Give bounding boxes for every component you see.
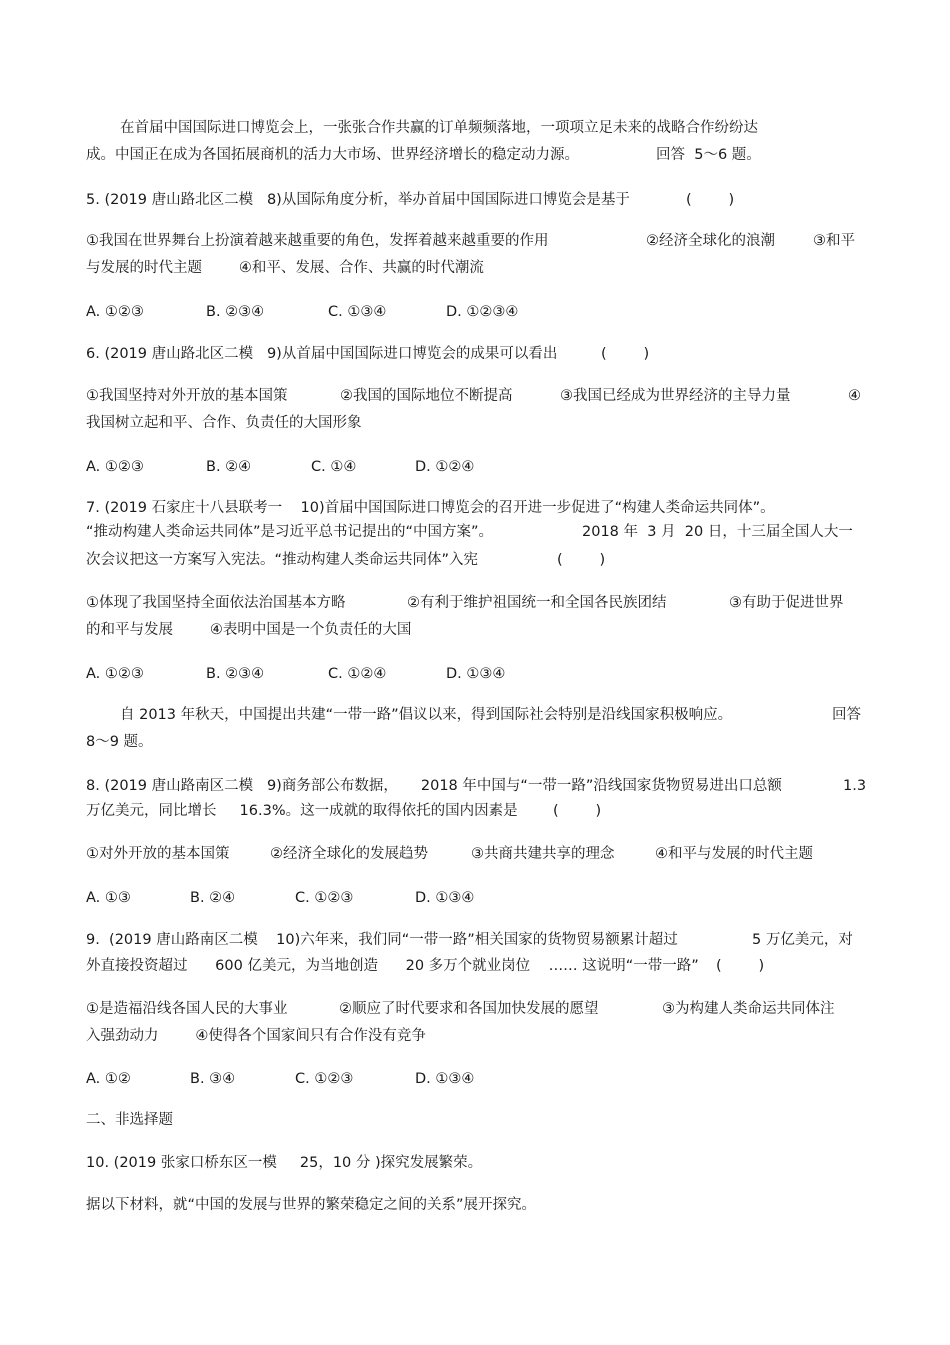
intro-paragraph-line: 在首届中国国际进口博览会上，一张张合作共赢的订单频频落地，一项项立足未来的战略合作纷纷达 — [120, 120, 758, 136]
choice-d[interactable]: D. ①③④ — [415, 890, 475, 906]
choice-a[interactable]: A. ①②③ — [86, 304, 144, 320]
option-statement: ③和平 — [813, 233, 855, 249]
option-statement: ④ — [848, 388, 861, 404]
choice-c[interactable]: C. ①④ — [311, 459, 357, 475]
answer-parentheses: ( ) — [716, 958, 765, 974]
option-statement: ②有利于维护祖国统一和全国各民族团结 — [407, 595, 667, 611]
option-statement: ④和平与发展的时代主题 — [655, 846, 813, 862]
question-7-stem-line: “推动构建人类命运共同体”是习近平总书记提出的“中国方案”。 — [86, 524, 494, 540]
answer-parentheses: ( ) — [557, 552, 606, 568]
question-9-stem-line: 外直接投资超过 600 亿美元，为当地创造 20 多万个就业岗位 …… 这说明“一带一路” — [86, 958, 699, 974]
choice-a[interactable]: A. ①②③ — [86, 459, 144, 475]
answer-parentheses: ( ) — [553, 803, 602, 819]
option-statement: 的和平与发展 ④表明中国是一个负责任的大国 — [86, 622, 412, 638]
option-statement: ③我国已经成为世界经济的主导力量 — [560, 388, 791, 404]
choice-a[interactable]: A. ①③ — [86, 890, 131, 906]
option-statement: ①对外开放的基本国策 — [86, 846, 230, 862]
question-10-stem: 10. (2019 张家口桥东区一模 25，10 分 )探究发展繁荣。 — [86, 1155, 483, 1171]
option-statement: 与发展的时代主题 ④和平、发展、合作、共赢的时代潮流 — [86, 260, 484, 276]
question-8-stem: 8. (2019 唐山路南区二模 9)商务部公布数据， 2018 年中国与“一带一路”沿线国家货物贸易进出口总额 — [86, 778, 782, 794]
intro-paragraph-line: 自 2013 年秋天，中国提出共建“一带一路”倡议以来，得到国际社会特别是沿线国家积极响应。 — [120, 707, 733, 723]
choice-d[interactable]: D. ①③④ — [415, 1071, 475, 1087]
option-statement: ①我国在世界舞台上扮演着越来越重要的角色，发挥着越来越重要的作用 — [86, 233, 549, 249]
option-statement: ③共商共建共享的理念 — [471, 846, 615, 862]
option-statement: 入强劲动力 ④使得各个国家间只有合作没有竞争 — [86, 1028, 426, 1044]
choice-d[interactable]: D. ①③④ — [446, 666, 506, 682]
choice-b[interactable]: B. ②④ — [190, 890, 236, 906]
question-8-stem-line: 万亿美元，同比增长 16.3%。这一成就的取得依托的国内因素是 — [86, 803, 518, 819]
choice-b[interactable]: B. ②③④ — [206, 666, 265, 682]
choice-c[interactable]: C. ①②③ — [295, 1071, 354, 1087]
option-statement: ②我国的国际地位不断提高 — [340, 388, 513, 404]
choice-a[interactable]: A. ①②③ — [86, 666, 144, 682]
choice-c[interactable]: C. ①③④ — [328, 304, 387, 320]
choice-b[interactable]: B. ②④ — [206, 459, 252, 475]
choice-a[interactable]: A. ①② — [86, 1071, 131, 1087]
intro-answer-range: 回答 5～6 题。 — [656, 147, 761, 163]
choice-c[interactable]: C. ①②③ — [295, 890, 354, 906]
choice-c[interactable]: C. ①②④ — [328, 666, 387, 682]
option-statement: ②经济全球化的浪潮 — [646, 233, 775, 249]
option-statement: ②经济全球化的发展趋势 — [270, 846, 428, 862]
choice-b[interactable]: B. ②③④ — [206, 304, 265, 320]
choice-d[interactable]: D. ①②③④ — [446, 304, 519, 320]
option-statement: ②顺应了时代要求和各国加快发展的愿望 — [339, 1001, 599, 1017]
answer-parentheses: ( ) — [686, 192, 735, 208]
answer-parentheses: ( ) — [601, 346, 650, 362]
option-statement: ①我国坚持对外开放的基本国策 — [86, 388, 288, 404]
question-5-stem: 5. (2019 唐山路北区二模 8)从国际角度分析，举办首届中国国际进口博览会是基于 — [86, 192, 630, 208]
choice-b[interactable]: B. ③④ — [190, 1071, 236, 1087]
question-9-stem-end: 5 万亿美元，对 — [752, 932, 853, 948]
question-10-instruction: 据以下材料，就“中国的发展与世界的繁荣稳定之间的关系”展开探究。 — [86, 1197, 537, 1213]
intro-answer-range: 回答 — [832, 707, 861, 723]
choice-d[interactable]: D. ①②④ — [415, 459, 475, 475]
question-8-stem-end: 1.3 — [843, 778, 867, 794]
option-statement: 我国树立起和平、合作、负责任的大国形象 — [86, 415, 362, 431]
question-9-stem: 9. (2019 唐山路南区二模 10)六年来，我们同“一带一路”相关国家的货物贸易额累计超过 — [86, 932, 678, 948]
intro-paragraph-line: 8～9 题。 — [86, 734, 153, 750]
option-statement: ①是造福沿线各国人民的大事业 — [86, 1001, 288, 1017]
option-statement: ①体现了我国坚持全面依法治国基本方略 — [86, 595, 346, 611]
question-7-stem: 7. (2019 石家庄十八县联考一 10)首届中国国际进口博览会的召开进一步促进了“构建人类命运共同体”。 — [86, 500, 775, 516]
option-statement: ③为构建人类命运共同体注 — [662, 1001, 835, 1017]
section-heading: 二、非选择题 — [86, 1112, 173, 1128]
question-7-stem-line: 2018 年 3 月 20 日，十三届全国人大一 — [582, 524, 853, 540]
intro-paragraph-line: 成。中国正在成为各国拓展商机的活力大市场、世界经济增长的稳定动力源。 — [86, 147, 579, 163]
question-6-stem: 6. (2019 唐山路北区二模 9)从首届中国国际进口博览会的成果可以看出 — [86, 346, 558, 362]
question-7-stem-line: 次会议把这一方案写入宪法。“推动构建人类命运共同体”入宪 — [86, 552, 479, 568]
option-statement: ③有助于促进世界 — [729, 595, 844, 611]
